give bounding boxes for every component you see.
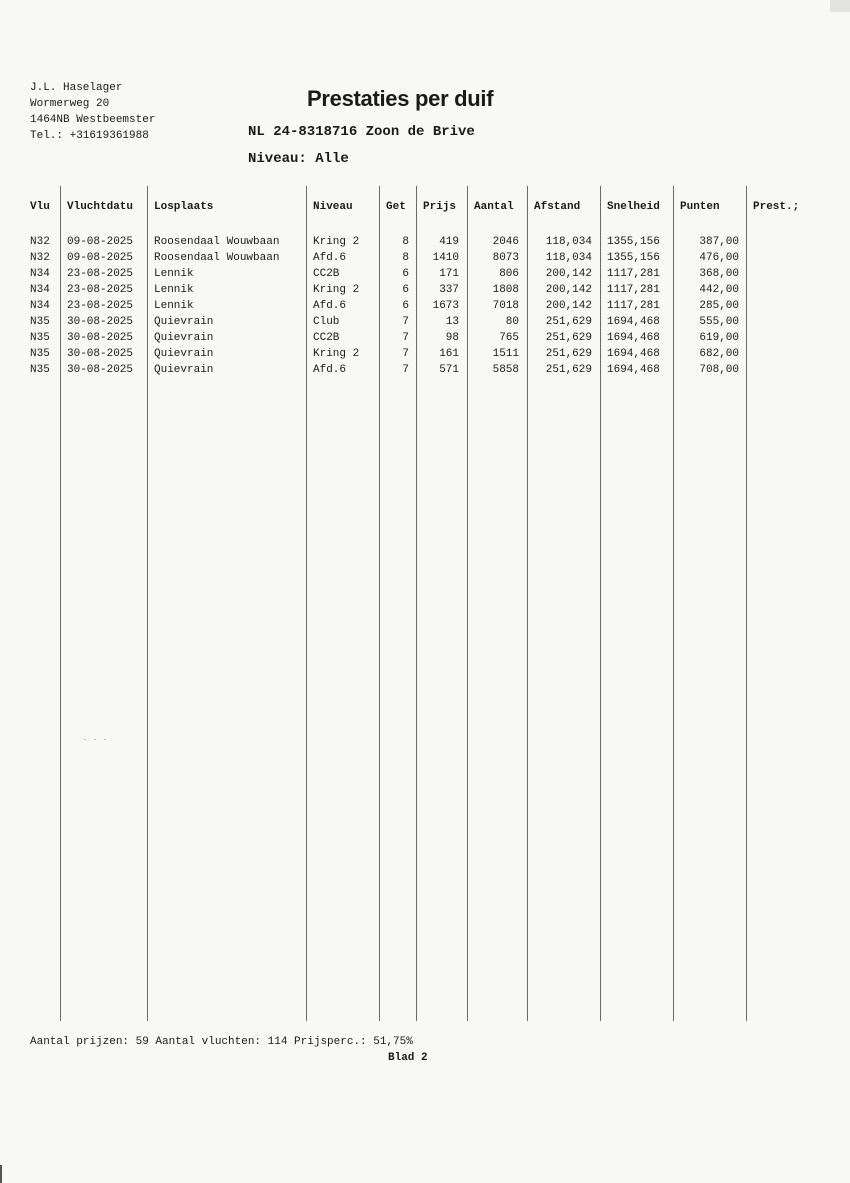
- cell-afstand: 251,629: [545, 316, 592, 328]
- cell-get: 7: [402, 364, 409, 376]
- table-row: [0, 348, 850, 364]
- cell-aantal: 1511: [492, 348, 519, 360]
- table-row: [0, 268, 850, 284]
- cell-aantal: 1808: [492, 284, 519, 296]
- cell-vlu: N35: [30, 332, 50, 344]
- cell-place: Quievrain: [154, 332, 214, 344]
- cell-aantal: 80: [505, 316, 519, 328]
- cell-snelheid: 1694,468: [607, 332, 660, 344]
- cell-vlu: N34: [30, 268, 50, 280]
- cell-get: 7: [402, 348, 409, 360]
- cell-get: 6: [402, 300, 409, 312]
- cell-punten: 368,00: [699, 268, 739, 280]
- cell-aantal: 5858: [492, 364, 519, 376]
- cell-prijs: 1673: [432, 300, 459, 312]
- cell-prijs: 13: [445, 316, 459, 328]
- cell-vlu: N34: [30, 300, 50, 312]
- cell-vlu: N34: [30, 284, 50, 296]
- cell-place: Quievrain: [154, 364, 214, 376]
- cell-date: 30-08-2025: [67, 316, 134, 328]
- table-row: [0, 284, 850, 300]
- cell-get: 7: [402, 316, 409, 328]
- cell-snelheid: 1355,156: [607, 236, 660, 248]
- header-aantal: Aantal: [474, 201, 514, 213]
- cell-place: Roosendaal Wouwbaan: [154, 252, 280, 264]
- report-title: Prestaties per duif: [307, 86, 494, 111]
- cell-date: 30-08-2025: [67, 332, 134, 344]
- cell-date: 30-08-2025: [67, 364, 134, 376]
- cell-place: Quievrain: [154, 348, 214, 360]
- cell-aantal: 765: [499, 332, 519, 344]
- table-row: [0, 236, 850, 252]
- cell-afstand: 118,034: [545, 236, 592, 248]
- cell-date: 23-08-2025: [67, 284, 134, 296]
- cell-prijs: 98: [445, 332, 459, 344]
- scan-speck: [104, 739, 106, 740]
- cell-get: 6: [402, 284, 409, 296]
- header-vlu: Vlu: [30, 201, 50, 213]
- cell-date: 30-08-2025: [67, 348, 134, 360]
- cell-punten: 442,00: [699, 284, 739, 296]
- cell-prijs: 161: [439, 348, 459, 360]
- cell-afstand: 251,629: [545, 332, 592, 344]
- sender-name: J.L. Haselager: [30, 82, 123, 94]
- cell-place: Quievrain: [154, 316, 214, 328]
- page-number: Blad 2: [388, 1052, 428, 1064]
- cell-prijs: 337: [439, 284, 459, 296]
- header-prijs: Prijs: [423, 201, 457, 213]
- cell-aantal: 8073: [492, 252, 519, 264]
- header-niveau: Niveau: [313, 201, 353, 213]
- scan-speck: [94, 739, 96, 740]
- cell-aantal: 2046: [492, 236, 519, 248]
- cell-place: Lennik: [154, 300, 194, 312]
- cell-place: Roosendaal Wouwbaan: [154, 236, 280, 248]
- table-row: [0, 300, 850, 316]
- header-punten: Punten: [680, 201, 720, 213]
- cell-niveau: Afd.6: [313, 300, 347, 312]
- header-get: Get: [386, 201, 406, 213]
- cell-snelheid: 1694,468: [607, 348, 660, 360]
- cell-prijs: 571: [439, 364, 459, 376]
- header-afstand: Afstand: [534, 201, 581, 213]
- cell-snelheid: 1694,468: [607, 316, 660, 328]
- cell-get: 8: [402, 236, 409, 248]
- cell-punten: 387,00: [699, 236, 739, 248]
- cell-snelheid: 1355,156: [607, 252, 660, 264]
- table-row: [0, 252, 850, 268]
- cell-get: 8: [402, 252, 409, 264]
- cell-date: 23-08-2025: [67, 300, 134, 312]
- header-snelheid: Snelheid: [607, 201, 660, 213]
- header-prest: Prest.;: [753, 201, 800, 213]
- cell-snelheid: 1117,281: [607, 284, 660, 296]
- cell-niveau: Kring 2: [313, 236, 360, 248]
- cell-vlu: N35: [30, 348, 50, 360]
- cell-prijs: 1410: [432, 252, 459, 264]
- cell-punten: 619,00: [699, 332, 739, 344]
- table-row: [0, 364, 850, 380]
- cell-afstand: 251,629: [545, 348, 592, 360]
- scan-speck: [84, 739, 86, 740]
- sender-address: [30, 80, 155, 144]
- cell-prijs: 171: [439, 268, 459, 280]
- cell-afstand: 200,142: [545, 284, 592, 296]
- header-place: Losplaats: [154, 201, 214, 213]
- cell-vlu: N35: [30, 316, 50, 328]
- cell-snelheid: 1117,281: [607, 300, 660, 312]
- summary-line: Aantal prijzen: 59 Aantal vluchten: 114 Prijsperc.: 51,75%: [30, 1036, 413, 1048]
- cell-niveau: CC2B: [313, 332, 340, 344]
- cell-vlu: N32: [30, 252, 50, 264]
- cell-place: Lennik: [154, 268, 194, 280]
- cell-snelheid: 1117,281: [607, 268, 660, 280]
- scan-corner-shade: [830, 0, 850, 12]
- cell-vlu: N35: [30, 364, 50, 376]
- cell-punten: 555,00: [699, 316, 739, 328]
- cell-get: 6: [402, 268, 409, 280]
- cell-punten: 285,00: [699, 300, 739, 312]
- cell-niveau: Afd.6: [313, 364, 347, 376]
- cell-afstand: 251,629: [545, 364, 592, 376]
- sender-phone: Tel.: +31619361988: [30, 130, 149, 142]
- cell-date: 09-08-2025: [67, 236, 134, 248]
- cell-prijs: 419: [439, 236, 459, 248]
- cell-aantal: 7018: [492, 300, 519, 312]
- cell-aantal: 806: [499, 268, 519, 280]
- sender-postal-city: 1464NB Westbeemster: [30, 114, 156, 126]
- cell-date: 23-08-2025: [67, 268, 134, 280]
- sender-street: Wormerweg 20: [30, 98, 110, 110]
- scan-edge-mark: [0, 1165, 2, 1183]
- cell-snelheid: 1694,468: [607, 364, 660, 376]
- bird-id: NL 24-8318716 Zoon de Brive: [248, 124, 475, 140]
- cell-punten: 708,00: [699, 364, 739, 376]
- cell-get: 7: [402, 332, 409, 344]
- cell-niveau: Club: [313, 316, 340, 328]
- cell-niveau: Kring 2: [313, 284, 360, 296]
- cell-punten: 682,00: [699, 348, 739, 360]
- cell-niveau: Kring 2: [313, 348, 360, 360]
- header-date: Vluchtdatu: [67, 201, 134, 213]
- cell-niveau: Afd.6: [313, 252, 347, 264]
- cell-afstand: 200,142: [545, 300, 592, 312]
- cell-place: Lennik: [154, 284, 194, 296]
- cell-punten: 476,00: [699, 252, 739, 264]
- level-filter: Niveau: Alle: [248, 151, 349, 167]
- cell-afstand: 200,142: [545, 268, 592, 280]
- cell-niveau: CC2B: [313, 268, 340, 280]
- table-row: [0, 316, 850, 332]
- table-row: [0, 332, 850, 348]
- cell-afstand: 118,034: [545, 252, 592, 264]
- cell-vlu: N32: [30, 236, 50, 248]
- cell-date: 09-08-2025: [67, 252, 134, 264]
